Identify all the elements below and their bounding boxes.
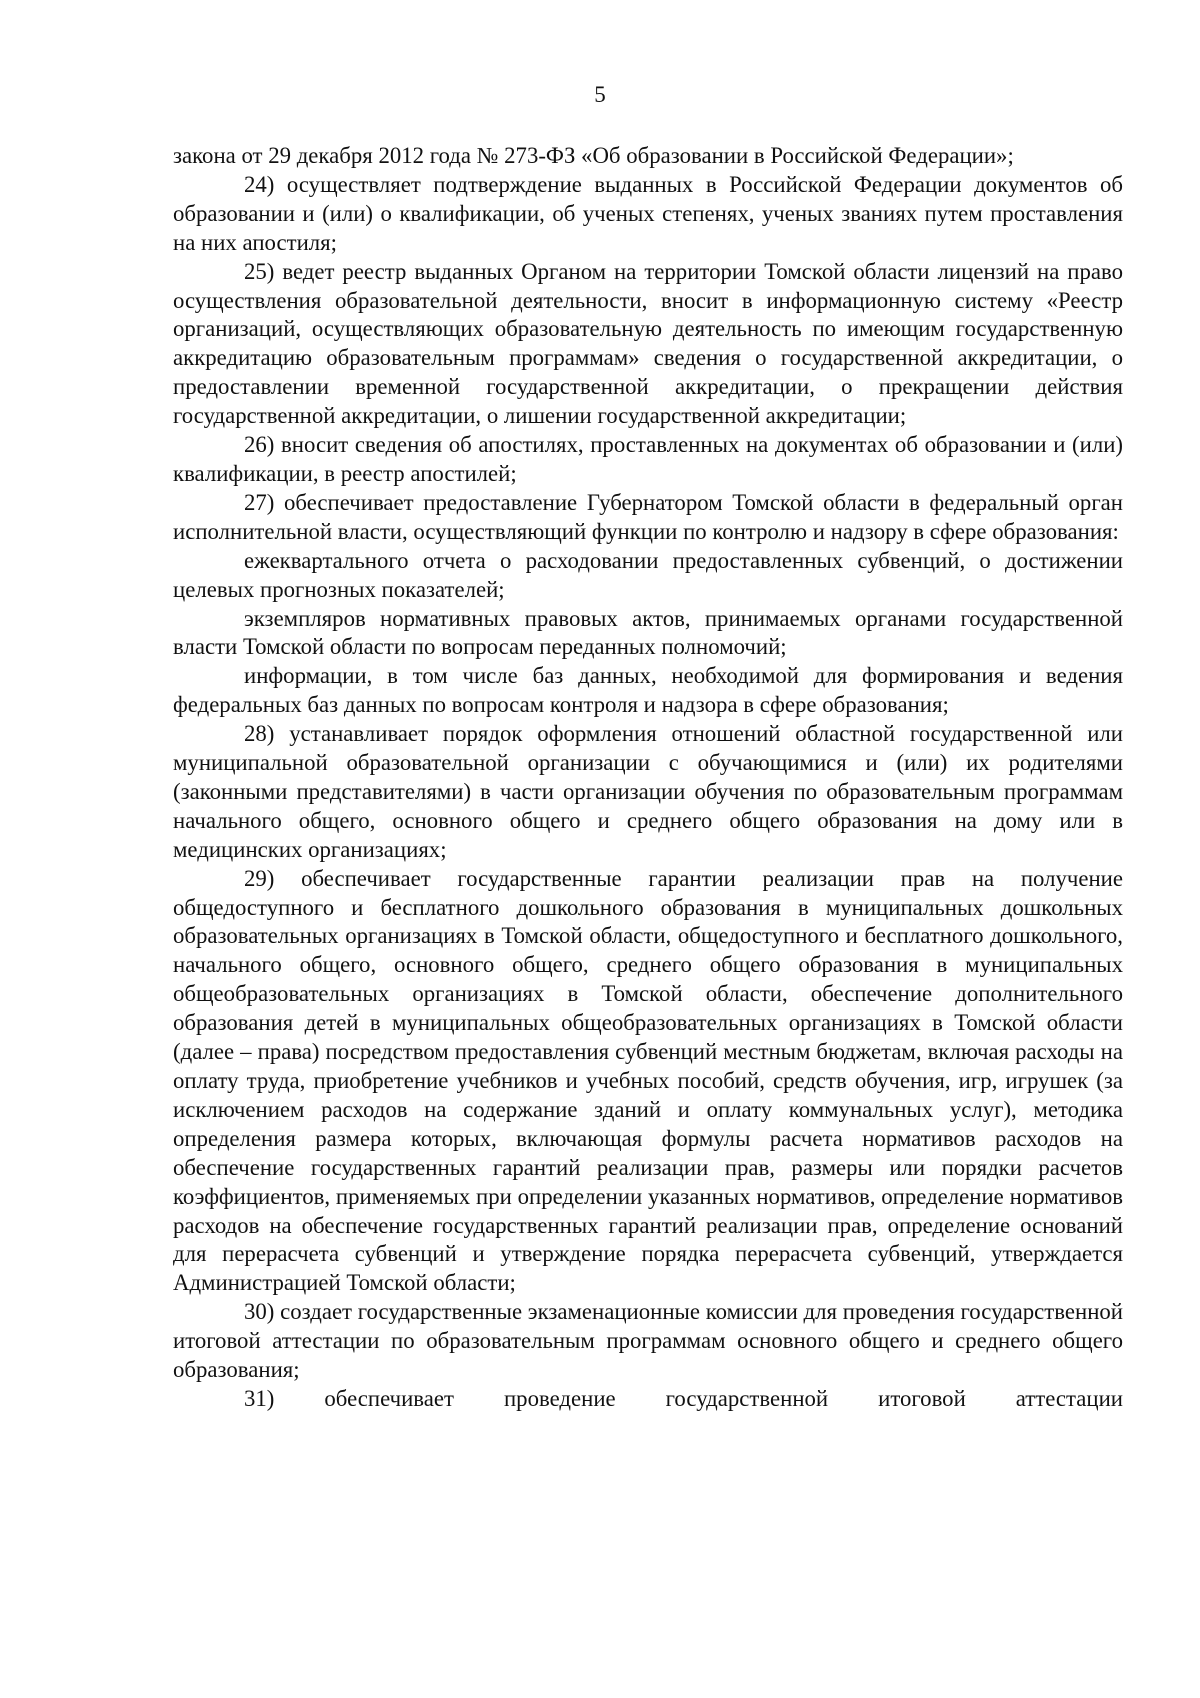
- paragraph-item-24: 24) осуществляет подтверждение выданных в Российской Федерации документов об образовании и (или) о квалификации, об ученых степенях, ученых званиях путем проставления на них апостиля;: [173, 171, 1123, 255]
- paragraph-item-26: 26) вносит сведения об апостилях, проставленных на документах об образовании и (или) квалификации, в реестр апостилей;: [173, 432, 1123, 486]
- document-body: [173, 142, 1123, 1414]
- paragraph-item-28: 28) устанавливает порядок оформления отношений областной государственной или муниципальной образовательной организации с обучающимися и (или) их родителями (законными представителями) в части организации обучения по образовательным программам начального общего, основного общего и среднего общего образования на дому или в медицинских организациях;: [173, 721, 1123, 862]
- paragraph-item-31: 31) обеспечивает проведение государственной итоговой аттестации: [244, 1385, 1123, 1411]
- paragraph-item-30: 30) создает государственные экзаменационные комиссии для проведения государственной итоговой аттестации по образовательным программам основного общего и среднего общего образования;: [173, 1299, 1123, 1383]
- paragraph-item-29: 29) обеспечивает государственные гарантии реализации прав на получение общедоступного и бесплатного дошкольного образования в муниципальных дошкольных образовательных организациях в Томской области, общедоступного и бесплатного дошкольного, начального общего, основного общего, среднего общего образования в муниципальных общеобразовательных организациях в Томской области, обеспечение дополнительного образования детей в муниципальных общеобразовательных организациях в Томской области (далее – права) посредством предоставления субвенций местным бюджетам, включая расходы на оплату труда, приобретение учебников и учебных пособий, средств обучения, игр, игрушек (за исключением расходов на содержание зданий и оплату коммунальных услуг), методика определения размера которых, включающая формулы расчета нормативов расходов на обеспечение государственных гарантий реализации прав, размеры или порядки расчетов коэффициентов, применяемых при определении указанных нормативов, определение нормативов расходов на обеспечение государственных гарантий реализации прав, определение оснований для перерасчета субвенций и утверждение порядка перерасчета субвенций, утверждается Администрацией Томской области;: [173, 865, 1123, 1296]
- page-number: 5: [594, 82, 606, 107]
- paragraph-continuation: закона от 29 декабря 2012 года № 273-ФЗ «Об образовании в Российской Федерации»;: [173, 143, 1014, 168]
- paragraph-subitem-information: информации, в том числе баз данных, необходимой для формирования и ведения федеральных баз данных по вопросам контроля и надзора в сфере образования;: [173, 663, 1123, 718]
- paragraph-subitem-normative-acts: экземпляров нормативных правовых актов, принимаемых органами государственной власти Томской области по вопросам переданных полномочий;: [173, 605, 1123, 660]
- paragraph-item-25: 25) ведет реестр выданных Органом на территории Томской области лицензий на право осуществления образовательной деятельности, вносит в информационную систему «Реестр организаций, осуществляющих образовательную деятельность по имеющим государственную аккредитацию образовательным программам» сведения о государственной аккредитации, о предоставлении временной государственной аккредитации, о прекращении действия государственной аккредитации, о лишении государственной аккредитации;: [173, 258, 1123, 429]
- paragraph-subitem-quarterly-report: ежеквартального отчета о расходовании предоставленных субвенций, о достижении целевых прогнозных показателей;: [173, 547, 1123, 602]
- paragraph-item-27: 27) обеспечивает предоставление Губернатором Томской области в федеральный орган исполнительной власти, осуществляющий функции по контролю и надзору в сфере образования:: [173, 489, 1123, 544]
